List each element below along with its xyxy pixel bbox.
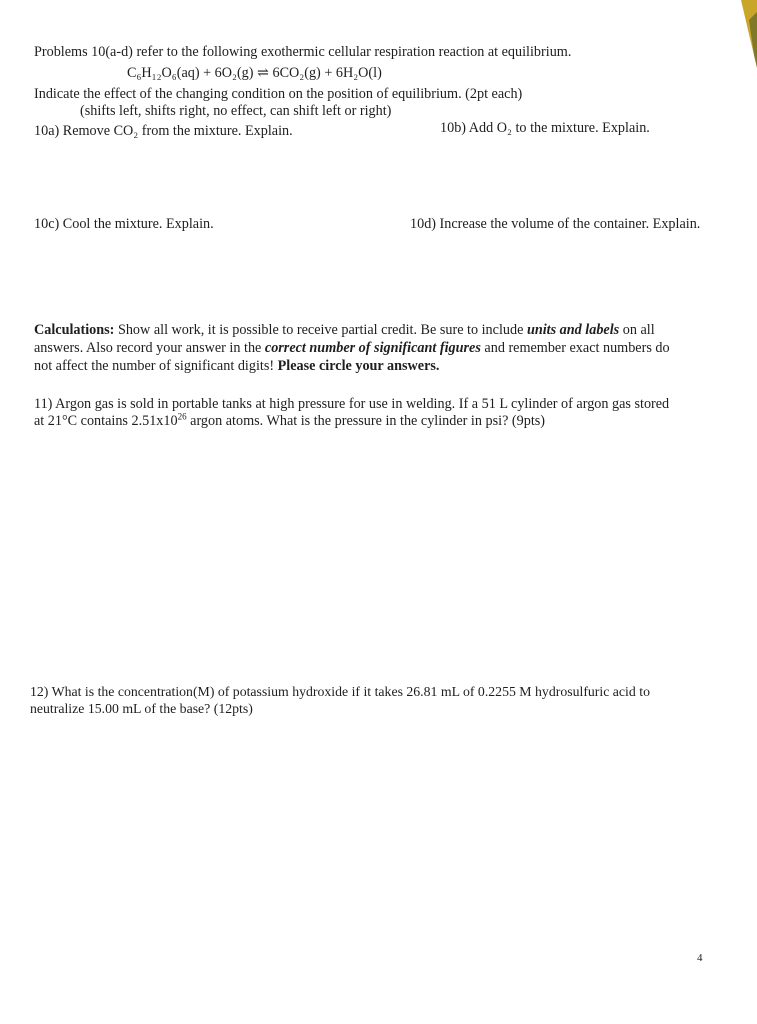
sig-figs-emphasis: correct number of significant figures <box>264 340 481 356</box>
q11-text-a: at 21°C contains 2.51x10 <box>34 413 178 429</box>
question-10a: 10a) Remove CO₂ from the mixture. Explain. <box>34 123 293 139</box>
calculations-line-1 <box>34 322 655 339</box>
calculations-text-3: answers. Also record your answer in the <box>34 340 265 356</box>
corner-marker-icon <box>737 0 757 72</box>
reaction-equation: C₆H₁₂O₆(aq) + 6O₂(g) ⇌ 6CO₂(g) + 6H₂O(l) <box>127 65 382 81</box>
intro-line: Problems 10(a-d) refer to the following exothermic cellular respiration reaction at equilibrium. <box>34 44 572 60</box>
calculations-line-3 <box>34 358 439 375</box>
units-labels-emphasis: units and labels <box>526 322 620 338</box>
page-number: 4 <box>697 952 703 964</box>
calculations-text-1: Show all work, it is possible to receive partial credit. Be sure to include <box>114 322 527 338</box>
question-10d: 10d) Increase the volume of the container. Explain. <box>410 216 701 232</box>
q11-text-b: argon atoms. What is the pressure in the cylinder in psi? (9pts) <box>186 413 546 429</box>
calculations-text-4: and remember exact numbers do <box>480 340 670 356</box>
instruction-line: Indicate the effect of the changing condition on the position of equilibrium. (2pt each) <box>34 86 523 102</box>
calculations-line-2 <box>34 340 670 357</box>
calculations-text-5: not affect the number of significant digits! <box>34 358 278 374</box>
calculations-heading: Calculations: <box>34 322 115 338</box>
question-11-line-2 <box>34 413 545 430</box>
answer-options: (shifts left, shifts right, no effect, can shift left or right) <box>80 103 392 119</box>
calculations-text-2: on all <box>619 322 655 338</box>
question-12-line-1: 12) What is the concentration(M) of potassium hydroxide if it takes 26.81 mL of 0.2255 M hydrosulfuric acid to <box>30 684 650 699</box>
question-11-line-1: 11) Argon gas is sold in portable tanks at high pressure for use in welding. If a 51 L cylinder of argon gas stored <box>34 396 670 412</box>
circle-answers-emphasis: Please circle your answers. <box>277 358 440 374</box>
question-10b: 10b) Add O₂ to the mixture. Explain. <box>440 120 650 136</box>
question-12-line-2: neutralize 15.00 mL of the base? (12pts) <box>30 701 253 716</box>
question-10c: 10c) Cool the mixture. Explain. <box>34 216 214 232</box>
q11-exponent: 26 <box>177 411 187 422</box>
